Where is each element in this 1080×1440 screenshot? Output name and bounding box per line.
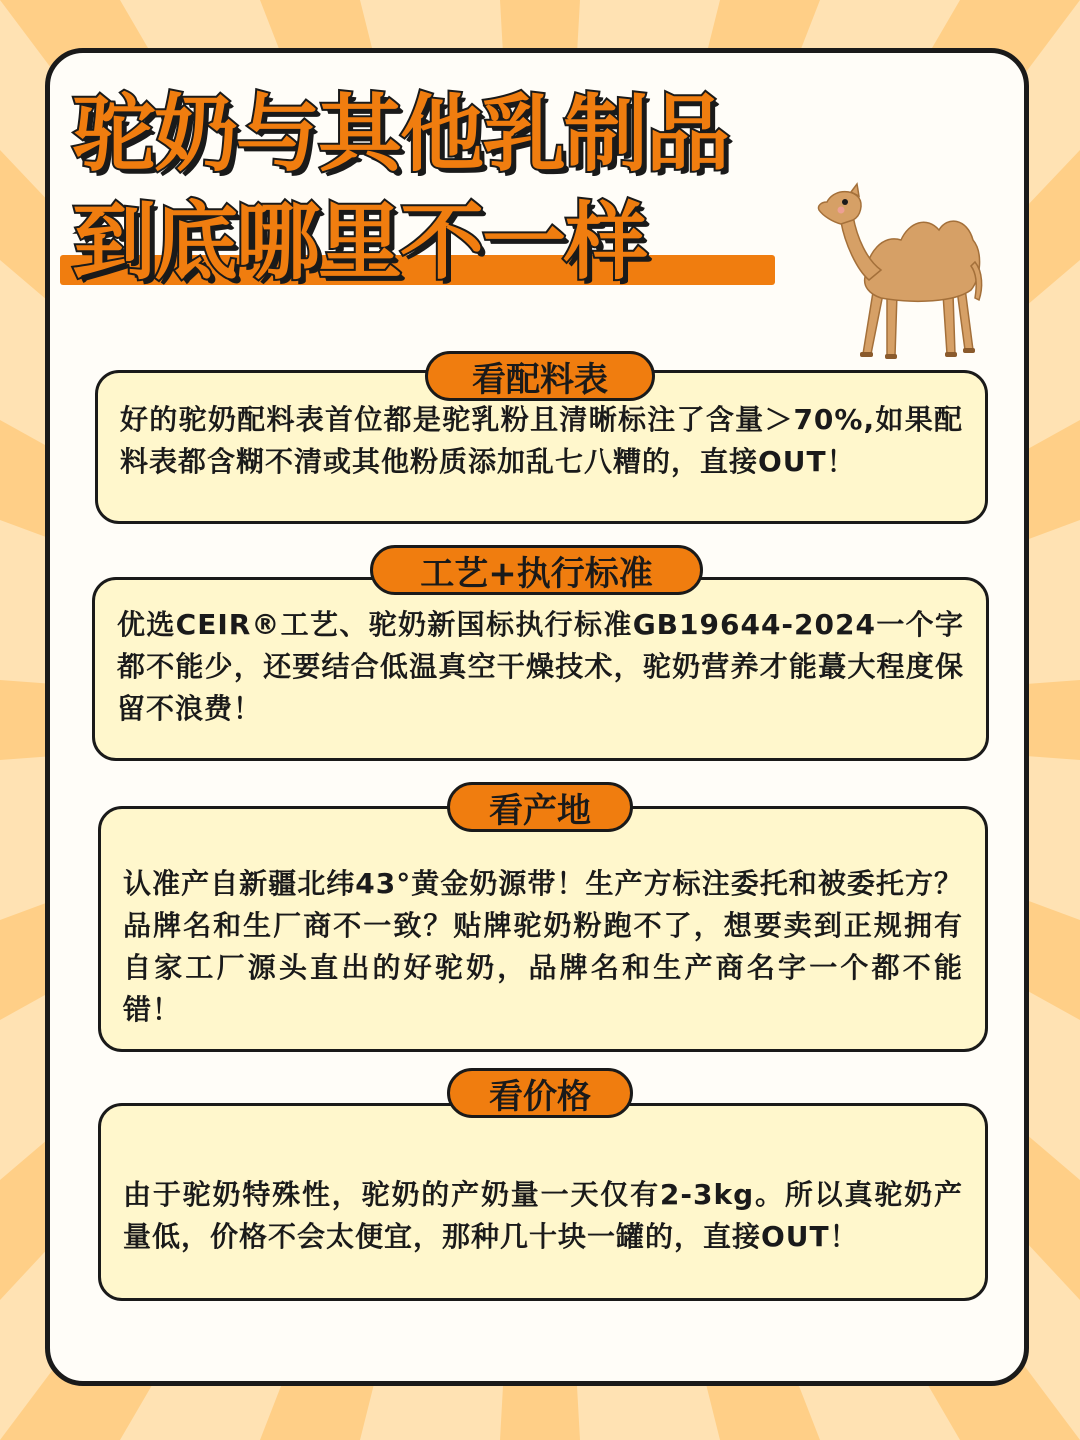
section-box-price (98, 1103, 988, 1301)
title-line-1: 驼奶与其他乳制品 (72, 85, 729, 183)
section-heading-origin: 看产地 (447, 782, 633, 832)
title-line-2: 到底哪里不一样 (72, 193, 647, 291)
section-body-origin: 认准产自新疆北纬43°黄金奶源带！生产方标注委托和被委托方？品牌名和生厂商不一致？贴牌驼奶粉跑不了，想要卖到正规拥有自家工厂源头直出的好驼奶，品牌名和生产商名字一个都不能错！ (123, 867, 963, 1026)
section-heading-price: 看价格 (447, 1068, 633, 1118)
section-heading-ingredients: 看配料表 (425, 351, 655, 401)
section-body-ingredients: 好的驼奶配料表首位都是驼乳粉且清晰标注了含量＞70%,如果配料表都含糊不清或其他粉质添加乱七八糟的，直接OUT！ (120, 403, 963, 478)
section-body-process: 优选CEIR®工艺、驼奶新国标执行标准GB19644-2024一个字都不能少，还要结合低温真空干燥技术，驼奶营养才能蕞大程度保留不浪费！ (117, 608, 964, 725)
section-body-price: 由于驼奶特殊性，驼奶的产奶量一天仅有2-3kg。所以真驼奶产量低，价格不会太便宜，那种几十块一罐的，直接OUT！ (123, 1178, 963, 1253)
camel-illustration-icon (805, 182, 990, 372)
section-box-process (92, 577, 989, 761)
section-heading-process: 工艺+执行标准 (370, 545, 703, 595)
section-box-origin (98, 806, 988, 1052)
